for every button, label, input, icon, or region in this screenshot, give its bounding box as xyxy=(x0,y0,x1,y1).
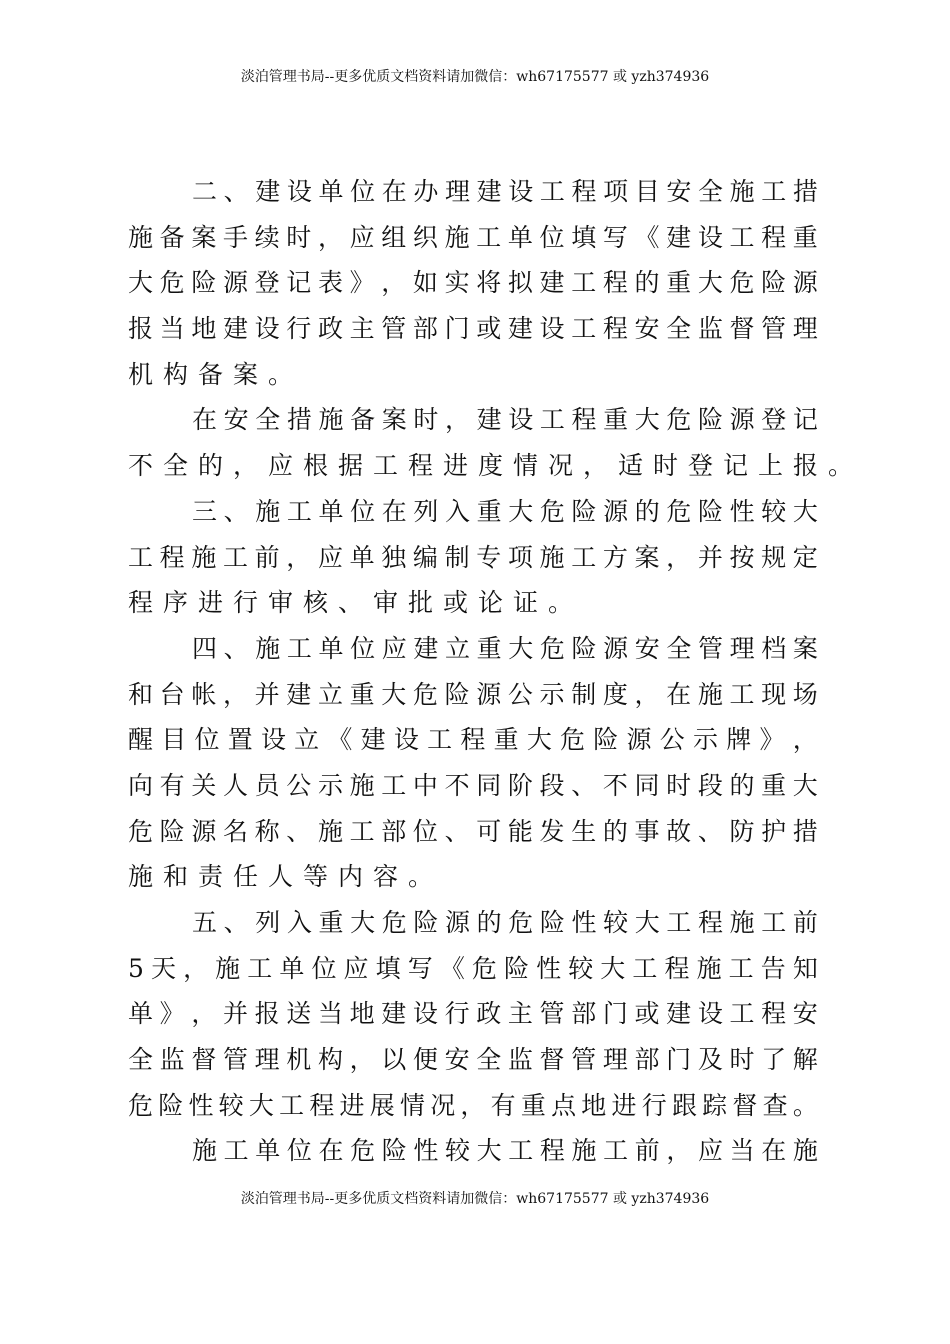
text-line: 施 备 案 手 续 时 ， 应 组 织 施 工 单 位 填 写 《 建 设 工 程 重 xyxy=(128,222,818,252)
text-line: 单 》 ， 并 报 送 当 地 建 设 行 政 主 管 部 门 或 建 设 工 程 安 xyxy=(128,999,818,1029)
text-line: 向 有 关 人 员 公 示 施 工 中 不 同 阶 段 、 不 同 时 段 的 重 大 xyxy=(128,770,818,800)
text-line: 四 、 施 工 单 位 应 建 立 重 大 危 险 源 安 全 管 理 档 案 xyxy=(192,633,818,663)
document-body xyxy=(128,169,864,1174)
text-line: 在 安 全 措 施 备 案 时 ， 建 设 工 程 重 大 危 险 源 登 记 xyxy=(192,405,818,435)
text-line: 危 险 性 较 大 工 程 进 展 情 况 ， 有 重 点 地 进 行 跟 踪 督 查 。 xyxy=(128,1090,818,1120)
text-line: 不全的，应根据工程进度情况，适时登记上报。 xyxy=(128,451,864,481)
text-line: 危 险 源 名 称 、 施 工 部 位 、 可 能 发 生 的 事 故 、 防 护 措 xyxy=(128,816,818,846)
text-line: 报 当 地 建 设 行 政 主 管 部 门 或 建 设 工 程 安 全 监 督 管 理 xyxy=(128,314,818,344)
text-line: 醒 目 位 置 设 立 《 建 设 工 程 重 大 危 险 源 公 示 牌 》 ， xyxy=(128,725,818,755)
text-line: 施和责任人等内容。 xyxy=(128,862,444,892)
page-header: 淡泊管理书局--更多优质文档资料请加微信：wh67175577 或 yzh374936 xyxy=(240,69,710,85)
text-line: 大 危 险 源 登 记 表 》 ， 如 实 将 拟 建 工 程 的 重 大 危 险 源 xyxy=(128,268,818,298)
text-line: 五 、 列 入 重 大 危 险 源 的 危 险 性 较 大 工 程 施 工 前 xyxy=(192,908,818,937)
text-line: 三 、 施 工 单 位 在 列 入 重 大 危 险 源 的 危 险 性 较 大 xyxy=(192,496,818,526)
text-line: 全 监 督 管 理 机 构 ， 以 便 安 全 监 督 管 理 部 门 及 时 了 解 xyxy=(128,1045,818,1075)
text-line: 施 工 单 位 在 危 险 性 较 大 工 程 施 工 前 ， 应 当 在 施 xyxy=(192,1136,818,1166)
page-footer: 淡泊管理书局--更多优质文档资料请加微信：wh67175577 或 yzh374936 xyxy=(240,1191,710,1207)
text-line: 和 台 帐 ， 并 建 立 重 大 危 险 源 公 示 制 度 ， 在 施 工 现 场 xyxy=(128,679,818,709)
text-line: 5 天 ， 施 工 单 位 应 填 写 《 危 险 性 较 大 工 程 施 工 告 知 xyxy=(128,953,818,983)
text-line: 程序进行审核、审批或论证。 xyxy=(128,588,584,618)
text-line: 二 、 建 设 单 位 在 办 理 建 设 工 程 项 目 安 全 施 工 措 xyxy=(192,177,818,206)
text-line: 机构备案。 xyxy=(128,359,304,389)
text-line: 工 程 施 工 前 ， 应 单 独 编 制 专 项 施 工 方 案 ， 并 按 规 定 xyxy=(128,542,818,572)
